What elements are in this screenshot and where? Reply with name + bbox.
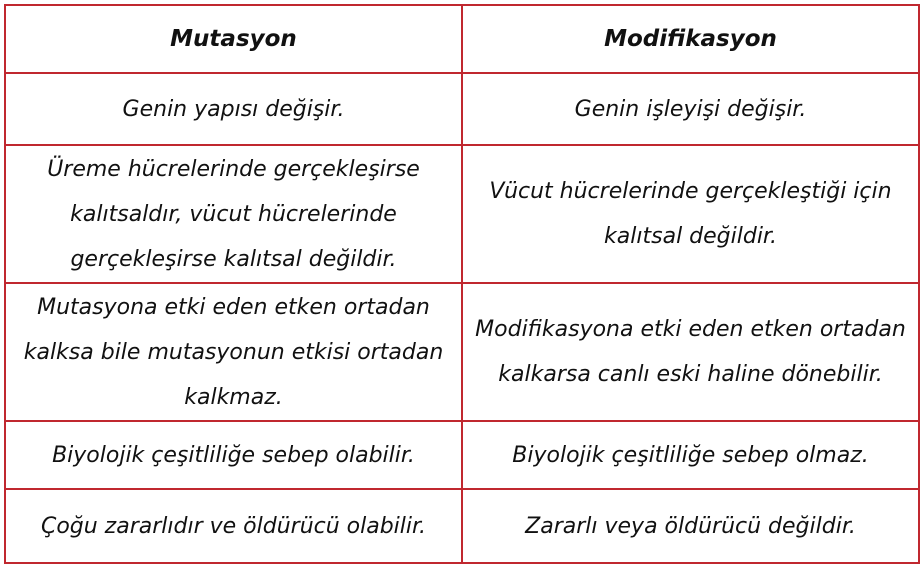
cell-text: Çoğu zararlıdır ve öldürücü olabilir. — [40, 513, 427, 539]
comparison-table — [4, 4, 920, 564]
table-row — [5, 283, 919, 421]
cell-text: Modifikasyona etki eden etken ortadan kalkarsa canlı eski haline dönebilir. — [475, 317, 906, 387]
cell-text: Genin işleyişi değişir. — [574, 96, 807, 122]
table-cell-modifikasyon — [462, 73, 919, 145]
header-mutasyon — [5, 5, 462, 73]
table-row — [5, 421, 919, 489]
cell-text: Zararlı veya öldürücü değildir. — [525, 513, 856, 539]
comparison-table-container — [4, 4, 920, 562]
cell-text: Biyolojik çeşitliliğe sebep olmaz. — [512, 442, 869, 468]
table-cell-modifikasyon — [462, 283, 919, 421]
table-cell-mutasyon — [5, 145, 462, 283]
table-cell-modifikasyon — [462, 489, 919, 563]
header-modifikasyon — [462, 5, 919, 73]
cell-text: Vücut hücrelerinde gerçekleştiği için kalıtsal değildir. — [489, 179, 892, 249]
table-cell-modifikasyon — [462, 145, 919, 283]
cell-text: Üreme hücrelerinde gerçekleşirse kalıtsaldır, vücut hücrelerinde gerçekleşirse kalıtsal değildir. — [47, 156, 420, 272]
cell-text: Genin yapısı değişir. — [122, 96, 345, 122]
header-label: Mutasyon — [170, 25, 297, 52]
table-row — [5, 145, 919, 283]
table-cell-mutasyon — [5, 283, 462, 421]
table-cell-mutasyon — [5, 489, 462, 563]
table-row — [5, 489, 919, 563]
table-cell-mutasyon — [5, 421, 462, 489]
table-header-row — [5, 5, 919, 73]
cell-text: Mutasyona etki eden etken ortadan kalksa bile mutasyonun etkisi ortadan kalkmaz. — [23, 294, 444, 410]
table-row — [5, 73, 919, 145]
table-cell-modifikasyon — [462, 421, 919, 489]
cell-text: Biyolojik çeşitliliğe sebep olabilir. — [52, 442, 415, 468]
header-label: Modifikasyon — [604, 25, 777, 52]
table-cell-mutasyon — [5, 73, 462, 145]
